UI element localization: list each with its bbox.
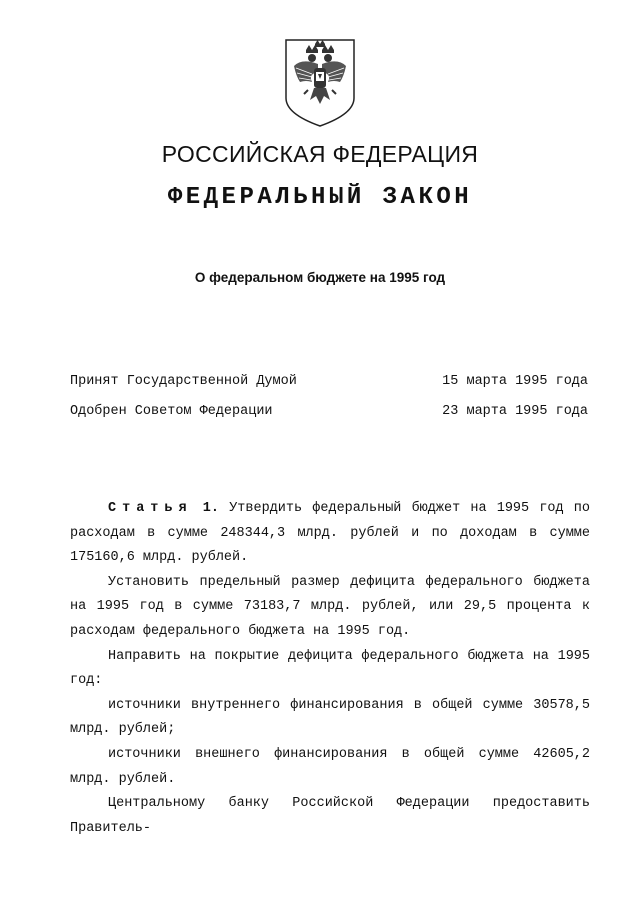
article-text: Утвердить федеральный бюджет на 1995 год по расходам в сумме 248344,3 млрд. рублей и по доходам в сумме 175160,6 млрд. рублей. — [70, 501, 591, 566]
adoption-body: Принят Государственной Думой — [70, 374, 297, 389]
coat-of-arms-emblem-icon — [282, 36, 358, 128]
adoption-row-council — [70, 404, 588, 419]
article-paragraph: Установить предельный размер дефицита федерального бюджета на 1995 год в сумме 73183,7 млрд. рублей, или 29,5 процента к расходам федерального бюджета на 1995 год. — [70, 574, 590, 639]
document-type-heading: ФЕДЕРАЛЬНЫЙ ЗАКОН — [167, 184, 473, 211]
adoption-row-duma — [70, 374, 588, 389]
article-paragraph: Направить на покрытие дефицита федерального бюджета на 1995 год: — [70, 648, 590, 689]
article-number: 1. — [202, 501, 219, 516]
article-paragraph: источники внутреннего финансирования в общей сумме 30578,5 млрд. рублей; — [70, 697, 590, 738]
adoption-body: Одобрен Советом Федерации — [70, 404, 273, 419]
country-heading: РОССИЙСКАЯ ФЕДЕРАЦИЯ — [161, 141, 479, 167]
law-title: О федеральном бюджете на 1995 год — [194, 270, 446, 285]
article-body — [70, 497, 590, 841]
article-heading: Статья — [108, 501, 193, 516]
article-paragraph — [70, 497, 590, 571]
article-paragraph: Центральному банку Российской Федерации предоставить Правитель- — [70, 796, 590, 836]
adoption-date: 15 марта 1995 года — [442, 374, 588, 389]
adoption-date: 23 марта 1995 года — [442, 404, 588, 419]
article-paragraph: источники внешнего финансирования в общей сумме 42605,2 млрд. рублей. — [70, 746, 590, 787]
